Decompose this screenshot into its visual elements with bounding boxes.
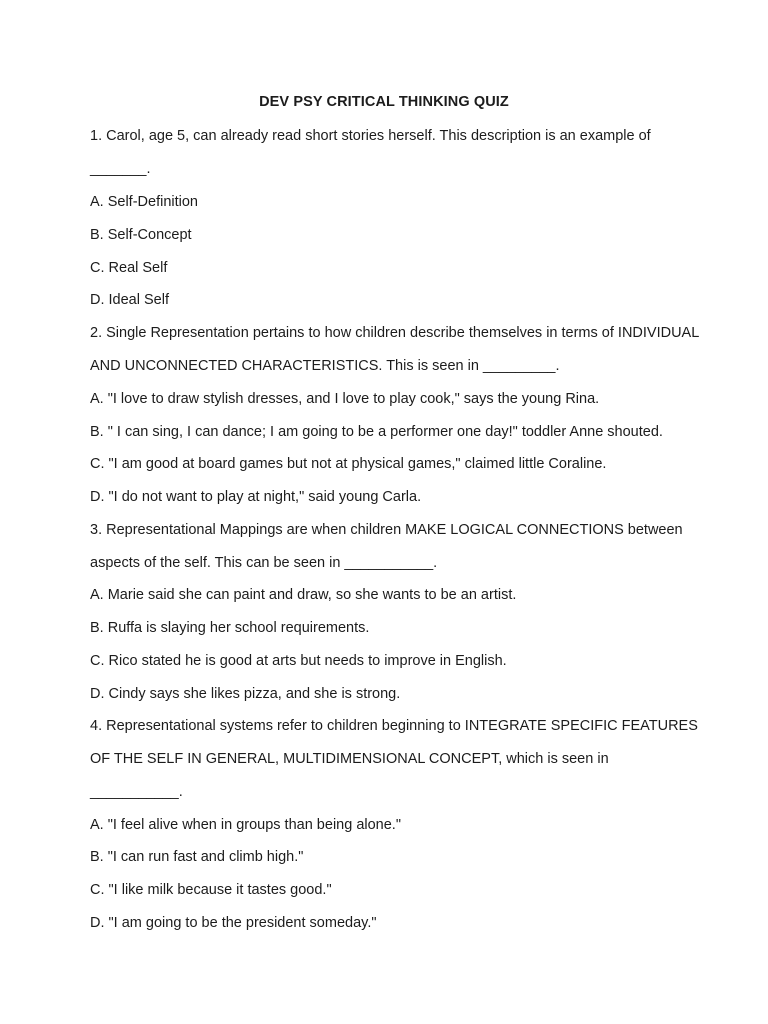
- question-1-option-b: B. Self-Concept: [90, 227, 192, 243]
- question-1-stem-blank: _______.: [90, 161, 151, 177]
- question-3-option-c: C. Rico stated he is good at arts but needs to improve in English.: [90, 653, 507, 669]
- question-4-option-c: C. "I like milk because it tastes good.": [90, 882, 332, 898]
- question-1-option-c: C. Real Self: [90, 260, 168, 276]
- question-2-option-b: B. " I can sing, I can dance; I am going to be a performer one day!" toddler Anne shouted.: [90, 424, 663, 440]
- question-4-stem: 4. Representational systems refer to children beginning to INTEGRATE SPECIFIC FEATURES: [90, 718, 698, 734]
- question-1-option-a: A. Self-Definition: [90, 194, 198, 210]
- question-4-option-b: B. "I can run fast and climb high.": [90, 849, 304, 865]
- question-4-option-a: A. "I feel alive when in groups than being alone.": [90, 817, 401, 833]
- question-3-option-a: A. Marie said she can paint and draw, so she wants to be an artist.: [90, 587, 517, 603]
- question-2-option-c: C. "I am good at board games but not at physical games," claimed little Coraline.: [90, 456, 607, 472]
- question-1-stem: 1. Carol, age 5, can already read short stories herself. This description is an example of: [90, 128, 651, 144]
- question-2-option-a: A. "I love to draw stylish dresses, and I love to play cook," says the young Rina.: [90, 391, 600, 407]
- question-3-option-d: D. Cindy says she likes pizza, and she is strong.: [90, 686, 401, 702]
- question-1-option-d: D. Ideal Self: [90, 292, 169, 308]
- question-4-stem-blank: ___________.: [90, 784, 183, 800]
- question-2-option-d: D. "I do not want to play at night," said young Carla.: [90, 489, 422, 505]
- question-3-stem: 3. Representational Mappings are when children MAKE LOGICAL CONNECTIONS between: [90, 522, 683, 538]
- question-4-stem-cont: OF THE SELF IN GENERAL, MULTIDIMENSIONAL CONCEPT, which is seen in: [90, 751, 609, 767]
- question-3-stem-cont: aspects of the self. This can be seen in ___________.: [90, 555, 438, 571]
- question-2-stem-cont: AND UNCONNECTED CHARACTERISTICS. This is seen in _________.: [90, 358, 560, 374]
- question-4-option-d: D. "I am going to be the president someday.": [90, 915, 377, 931]
- question-3-option-b: B. Ruffa is slaying her school requirements.: [90, 620, 370, 636]
- quiz-title: DEV PSY CRITICAL THINKING QUIZ: [259, 94, 509, 110]
- question-2-stem: 2. Single Representation pertains to how children describe themselves in terms of INDIVIDUAL: [90, 325, 700, 341]
